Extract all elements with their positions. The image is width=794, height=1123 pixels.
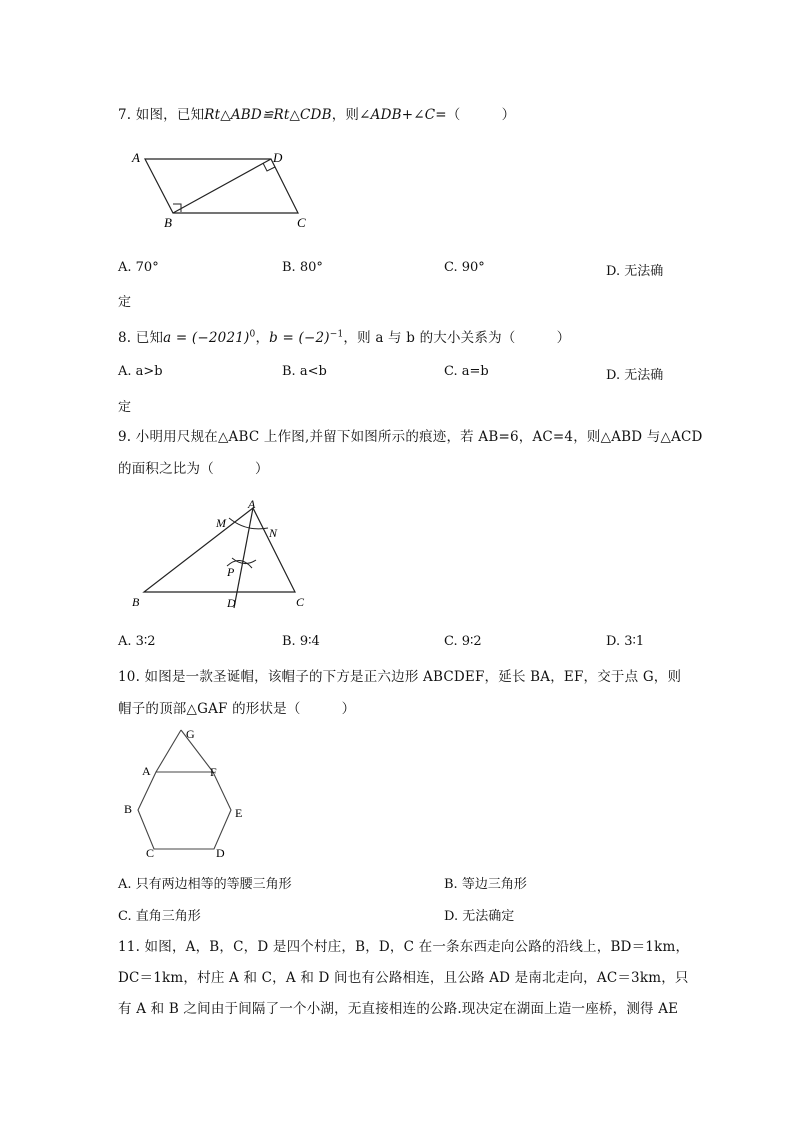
q10-option-c[interactable]: C. 直角三角形 bbox=[118, 909, 201, 924]
q8-sep: ， bbox=[255, 330, 270, 346]
q10-label-a: A bbox=[142, 764, 151, 778]
q9-arc-p2 bbox=[232, 558, 256, 564]
q10-line-ga bbox=[156, 730, 181, 772]
q11-stem-line1: 11. 如图，A，B，C，D 是四个村庄，B，D，C 在一条东西走向公路的沿线上，BD＝1km， bbox=[118, 939, 690, 955]
q7-stem bbox=[118, 103, 515, 123]
q8-a-exponent: 0 bbox=[249, 329, 256, 340]
q8-option-a[interactable]: A. a>b bbox=[118, 364, 163, 379]
q7-label-c: C bbox=[297, 215, 306, 230]
q9-option-b[interactable]: B. 9∶4 bbox=[282, 634, 320, 649]
q10-label-e: E bbox=[235, 806, 243, 820]
q10-stem-line1: 10. 如图是一款圣诞帽，该帽子的下方是正六边形 ABCDEF，延长 BA，EF，交于点 G，则 bbox=[118, 669, 682, 685]
q7-stem-angles: ∠ADB+∠C bbox=[359, 107, 436, 123]
q8-option-b[interactable]: B. a<b bbox=[282, 364, 327, 379]
q11-stem-line3: 有 A 和 B 之间由于间隔了一个小湖，无直接相连的公路.现决定在湖面上造一座桥，测得 AE bbox=[118, 1001, 679, 1017]
q7-figure bbox=[128, 146, 318, 236]
q11-stem-line2: DC＝1km，村庄 A 和 C，A 和 D 间也有公路相连，且公路 AD 是南北走向，AC＝3km，只 bbox=[118, 970, 689, 986]
q9-label-m: M bbox=[216, 516, 226, 530]
q9-label-c: C bbox=[296, 595, 305, 609]
q9-stem-line1: 9. 小明用尺规在△ABC 上作图,并留下如图所示的痕迹，若 AB=6，AC=4，则△ABD 与△ACD bbox=[118, 429, 703, 445]
q7-option-d[interactable]: D. 无法确 bbox=[606, 264, 664, 279]
q7-stem-mid: ，则 bbox=[331, 107, 360, 123]
q9-option-a[interactable]: A. 3∶2 bbox=[118, 634, 156, 649]
q8-b-exponent: −1 bbox=[329, 329, 344, 340]
q10-option-a[interactable]: A. 只有两边相等的等腰三角形 bbox=[118, 877, 292, 892]
q10-label-g: G bbox=[186, 727, 195, 741]
q9-figure bbox=[128, 496, 318, 614]
q8-stem-prefix: 8. 已知 bbox=[118, 330, 164, 346]
q8-stem-suffix: ，则 a 与 b 的大小关系为（ ） bbox=[343, 330, 571, 346]
q8-option-d[interactable]: D. 无法确 bbox=[606, 368, 664, 383]
q7-label-a: A bbox=[132, 150, 140, 165]
q10-hexagon bbox=[138, 772, 231, 849]
q7-stem-suffix: =（ ） bbox=[435, 107, 516, 123]
q10-stem-line2: 帽子的顶部△GAF 的形状是（ ） bbox=[118, 701, 356, 717]
q9-label-d: D bbox=[227, 596, 236, 610]
q9-label-a: A bbox=[248, 497, 256, 511]
q7-option-c[interactable]: C. 90° bbox=[444, 260, 485, 275]
q7-stem-math: Rt△ABD≌Rt△CDB bbox=[204, 107, 332, 123]
q9-label-p: P bbox=[227, 565, 235, 579]
q7-option-a[interactable]: A. 70° bbox=[118, 260, 159, 275]
q9-stem-line2: 的面积之比为（ ） bbox=[118, 461, 269, 477]
q10-label-f: F bbox=[210, 765, 217, 779]
q10-option-b[interactable]: B. 等边三角形 bbox=[444, 877, 527, 892]
q10-option-d[interactable]: D. 无法确定 bbox=[444, 909, 515, 924]
q7-label-b: B bbox=[164, 215, 172, 230]
q10-label-d: D bbox=[216, 846, 225, 860]
q8-option-d-wrap: 定 bbox=[118, 400, 132, 415]
q7-stem-prefix: 7. 如图，已知 bbox=[118, 107, 205, 123]
q9-label-b: B bbox=[132, 595, 140, 609]
q9-option-c[interactable]: C. 9∶2 bbox=[444, 634, 482, 649]
q8-a-expr: a = (−2021) bbox=[163, 330, 250, 346]
q10-label-c: C bbox=[146, 846, 155, 860]
q7-diagonal-bd bbox=[173, 159, 271, 213]
q7-option-d-wrap: 定 bbox=[118, 295, 132, 310]
q7-option-b[interactable]: B. 80° bbox=[282, 260, 323, 275]
q9-label-n: N bbox=[269, 526, 278, 540]
q8-stem bbox=[118, 326, 570, 346]
q9-option-d[interactable]: D. 3∶1 bbox=[606, 634, 645, 649]
q10-figure bbox=[118, 724, 258, 862]
q7-label-d: D bbox=[273, 150, 283, 165]
q10-label-b: B bbox=[124, 802, 133, 816]
q8-option-c[interactable]: C. a=b bbox=[444, 364, 489, 379]
q8-b-expr: b = (−2) bbox=[269, 330, 330, 346]
